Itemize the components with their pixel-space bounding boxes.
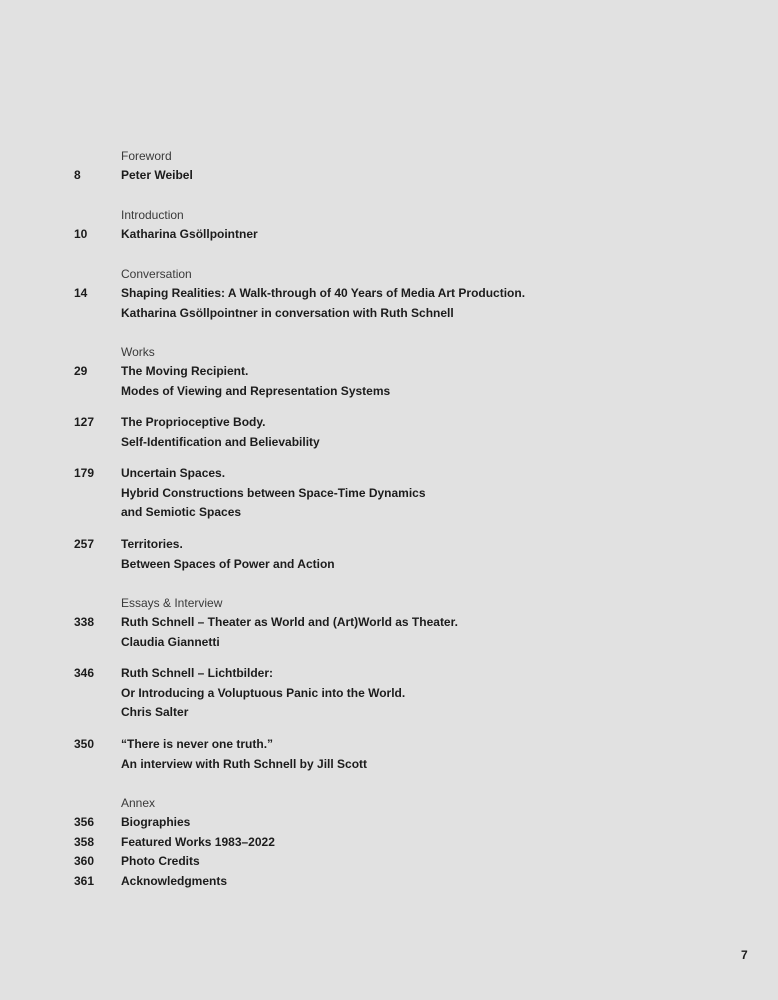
entry-title-line: The Proprioceptive Body. xyxy=(121,415,266,429)
entry-title-line: Or Introducing a Voluptuous Panic into the World. xyxy=(121,685,406,700)
entry-title-line: An interview with Ruth Schnell by Jill Scott xyxy=(121,756,368,771)
entry-title-line: Territories. xyxy=(121,537,183,551)
entry-page-number: 29 xyxy=(74,364,88,378)
entry-title-line: Ruth Schnell – Theater as World and (Art)World as Theater. xyxy=(121,615,458,629)
entry-title-line: Chris Salter xyxy=(121,705,189,720)
entry-title-line: Biographies xyxy=(121,815,191,829)
entry-title-line: Ruth Schnell – Lichtbilder: xyxy=(121,666,274,680)
section-heading: Conversation xyxy=(121,267,192,281)
section-heading: Works xyxy=(121,345,155,359)
entry-page-number: 179 xyxy=(74,466,95,480)
entry-page-number: 8 xyxy=(74,168,81,182)
entry-title-line: Acknowledgments xyxy=(121,873,228,888)
entry-page-number: 346 xyxy=(74,666,95,680)
entry-title-line: Shaping Realities: A Walk-through of 40 Years of Media Art Production. xyxy=(121,286,526,300)
section-heading: Essays & Interview xyxy=(121,596,223,610)
entry-page-number: 14 xyxy=(74,286,88,300)
entry-page-number: 360 xyxy=(74,854,95,869)
page-number: 7 xyxy=(741,948,748,962)
entry-title-line: Featured Works 1983–2022 xyxy=(121,834,275,849)
entry-title-line: The Moving Recipient. xyxy=(121,364,249,378)
section-heading: Annex xyxy=(121,796,156,810)
entry-page-number: 356 xyxy=(74,815,95,829)
entry-page-number: 358 xyxy=(74,834,95,849)
entry-title-line: “There is never one truth.” xyxy=(121,737,274,751)
entry-title-line: Modes of Viewing and Representation Systems xyxy=(121,383,391,398)
entry-title-line: Katharina Gsöllpointner in conversation with Ruth Schnell xyxy=(121,305,454,320)
entry-page-number: 257 xyxy=(74,537,95,551)
entry-title-line: Photo Credits xyxy=(121,854,200,869)
entry-page-number: 338 xyxy=(74,615,95,629)
entry-title-line: and Semiotic Spaces xyxy=(121,505,242,520)
entry-title-line: Between Spaces of Power and Action xyxy=(121,556,335,571)
entry-title-line: Katharina Gsöllpointner xyxy=(121,227,258,241)
entry-title-line: Hybrid Constructions between Space-Time Dynamics xyxy=(121,485,426,500)
entry-title-line: Peter Weibel xyxy=(121,168,193,182)
entry-title-line: Claudia Giannetti xyxy=(121,634,220,649)
entry-title-line: Self-Identification and Believability xyxy=(121,434,320,449)
section-heading: Foreword xyxy=(121,149,172,163)
entry-page-number: 127 xyxy=(74,415,95,429)
entry-page-number: 10 xyxy=(74,227,88,241)
section-heading: Introduction xyxy=(121,208,184,222)
entry-title-line: Uncertain Spaces. xyxy=(121,466,226,480)
entry-page-number: 350 xyxy=(74,737,95,751)
entry-page-number: 361 xyxy=(74,873,95,888)
